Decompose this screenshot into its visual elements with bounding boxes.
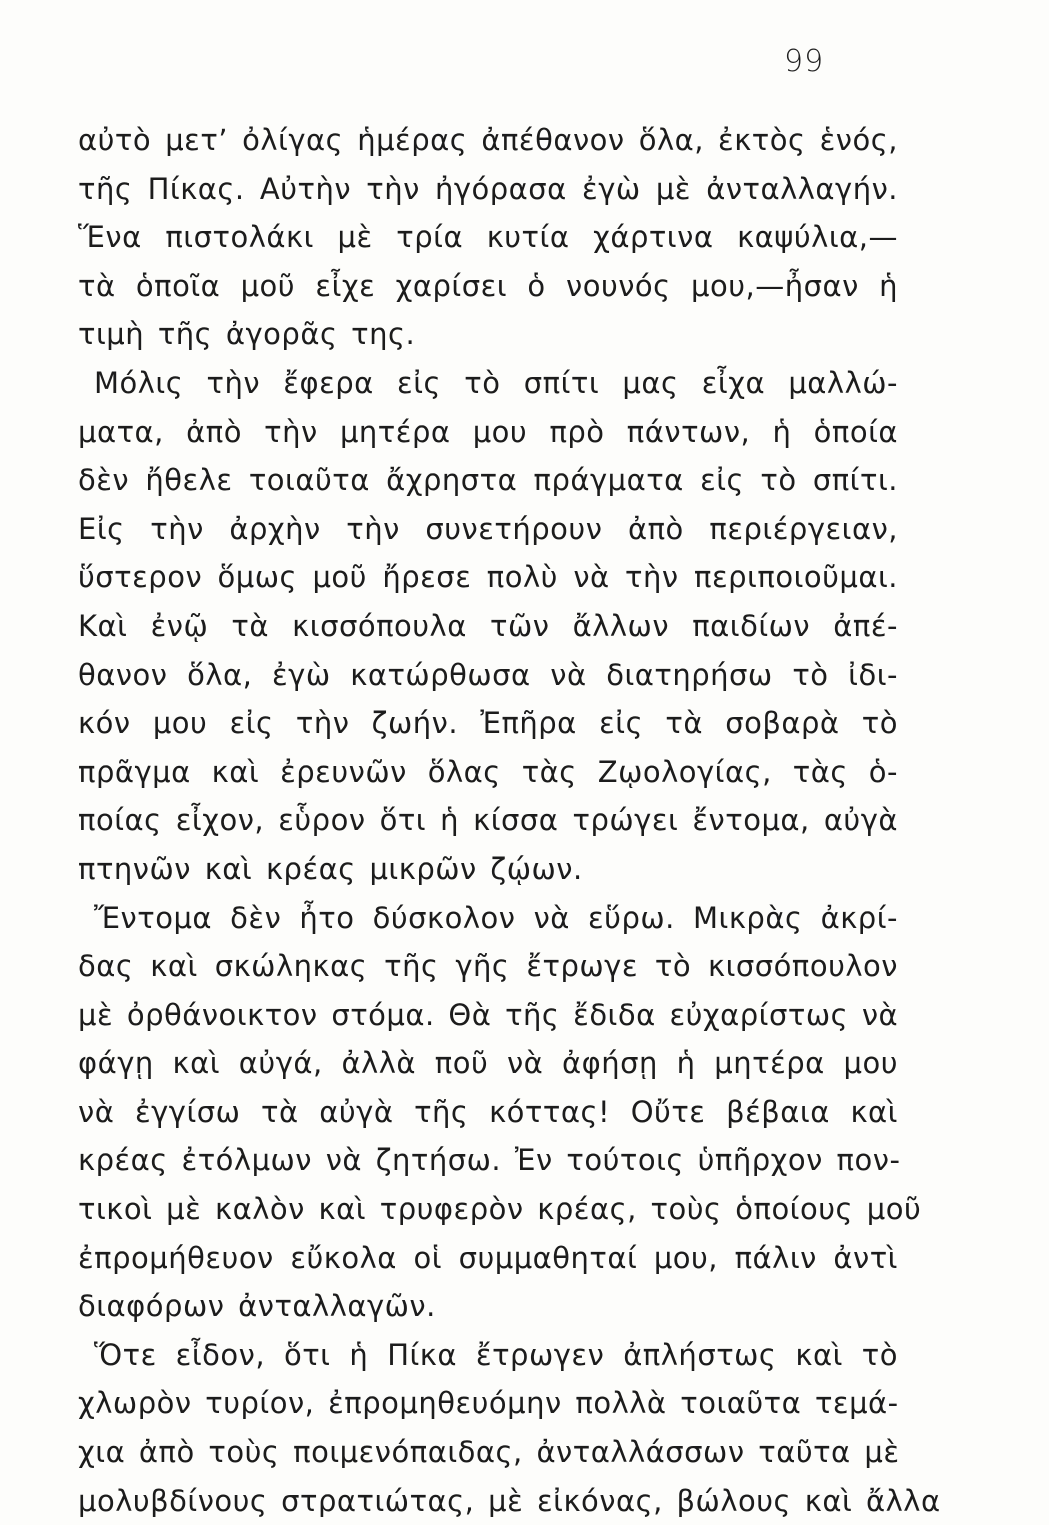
body-text — [78, 116, 941, 1525]
text-line: φάγῃ καὶ αὐγά, ἀλλὰ ποῦ νὰ ἀφήσῃ ἡ μητέρα μου — [78, 1046, 898, 1081]
text-line: Καὶ ἐνῷ τὰ κισσόπουλα τῶν ἄλλων παιδίων ἀπέ- — [78, 608, 898, 643]
text-line: ματα, ἀπὸ τὴν μητέρα μου πρὸ πάντων, ἡ ὁποία — [78, 414, 898, 449]
text-line: κρέας ἐτόλμων νὰ ζητήσω. Ἐν τούτοις ὑπῆρχον πον- — [78, 1143, 901, 1178]
text-line: ποίας εἶχον, εὗρον ὅτι ἡ κίσσα τρώγει ἔντομα, αὐγὰ — [78, 803, 898, 838]
text-line: Εἰς τὴν ἀρχὴν τὴν συνετήρουν ἀπὸ περιέργειαν, — [78, 511, 898, 546]
text-line: Ὅτε εἶδον, ὅτι ἡ Πίκα ἔτρωγεν ἀπλήστως καὶ τὸ — [94, 1337, 898, 1372]
text-line: Ἔντομα δὲν ἦτο δύσκολον νὰ εὕρω. Μικρὰς ἀκρί- — [94, 900, 898, 935]
text-line: Μόλις τὴν ἔφερα εἰς τὸ σπίτι μας εἶχα μαλλώ- — [94, 365, 898, 400]
text-line: διαφόρων ἀνταλλαγῶν. — [78, 1289, 436, 1324]
text-line: αὐτὸ μετ’ ὀλίγας ἡμέρας ἀπέθανον ὅλα, ἐκτὸς ἑνός, — [78, 123, 898, 157]
text-line: Ἕνα πιστολάκι μὲ τρία κυτία χάρτινα καψύλια,— — [78, 220, 898, 255]
text-line: τικοὶ μὲ καλὸν καὶ τρυφερὸν κρέας, τοὺς ὁποίους μοῦ — [78, 1192, 922, 1227]
text-line: πρᾶγμα καὶ ἐρευνῶν ὅλας τὰς Ζῳολογίας, τὰς ὁ- — [78, 754, 898, 789]
text-line: πτηνῶν καὶ κρέας μικρῶν ζῴων. — [78, 851, 583, 886]
text-line: μολυβδίνους στρατιώτας, μὲ εἰκόνας, βώλους καὶ ἄλλα — [78, 1483, 941, 1518]
text-line: μὲ ὀρθάνοικτον στόμα. Θὰ τῆς ἔδιδα εὐχαρίστως νὰ — [78, 997, 899, 1032]
text-line: δας καὶ σκώληκας τῆς γῆς ἔτρωγε τὸ κισσόπουλον — [78, 949, 898, 984]
text-line: τιμὴ τῆς ἀγορᾶς της. — [78, 317, 416, 352]
text-line: ἐπρομήθευον εὔκολα οἱ συμμαθηταί μου, πάλιν ἀντὶ — [78, 1240, 898, 1275]
text-line: νὰ ἐγγίσω τὰ αὐγὰ τῆς κόττας! Οὔτε βέβαια καὶ — [78, 1094, 898, 1129]
text-line: δὲν ἤθελε τοιαῦτα ἄχρηστα πράγματα εἰς τὸ σπίτι. — [78, 463, 898, 498]
text-line: χλωρὸν τυρίον, ἐπρομηθευόμην πολλὰ τοιαῦτα τεμά- — [78, 1386, 899, 1421]
text-line: τὰ ὁποῖα μοῦ εἶχε χαρίσει ὁ νουνός μου,—ἦσαν ἡ — [78, 268, 898, 303]
page-number: 99 — [784, 44, 825, 79]
text-line: κόν μου εἰς τὴν ζωήν. Ἐπῆρα εἰς τὰ σοβαρὰ τὸ — [78, 706, 898, 741]
text-line: χια ἀπὸ τοὺς ποιμενόπαιδας, ἀνταλλάσσων ταῦτα μὲ — [78, 1435, 900, 1470]
text-line: θανον ὅλα, ἐγὼ κατώρθωσα νὰ διατηρήσω τὸ ἰδι- — [78, 657, 898, 692]
text-line: τῆς Πίκας. Αὐτὴν τὴν ἠγόρασα ἐγὼ μὲ ἀνταλλαγήν. — [78, 171, 898, 206]
text-line: ὕστερον ὅμως μοῦ ἤρεσε πολὺ νὰ τὴν περιποιοῦμαι. — [78, 560, 898, 595]
